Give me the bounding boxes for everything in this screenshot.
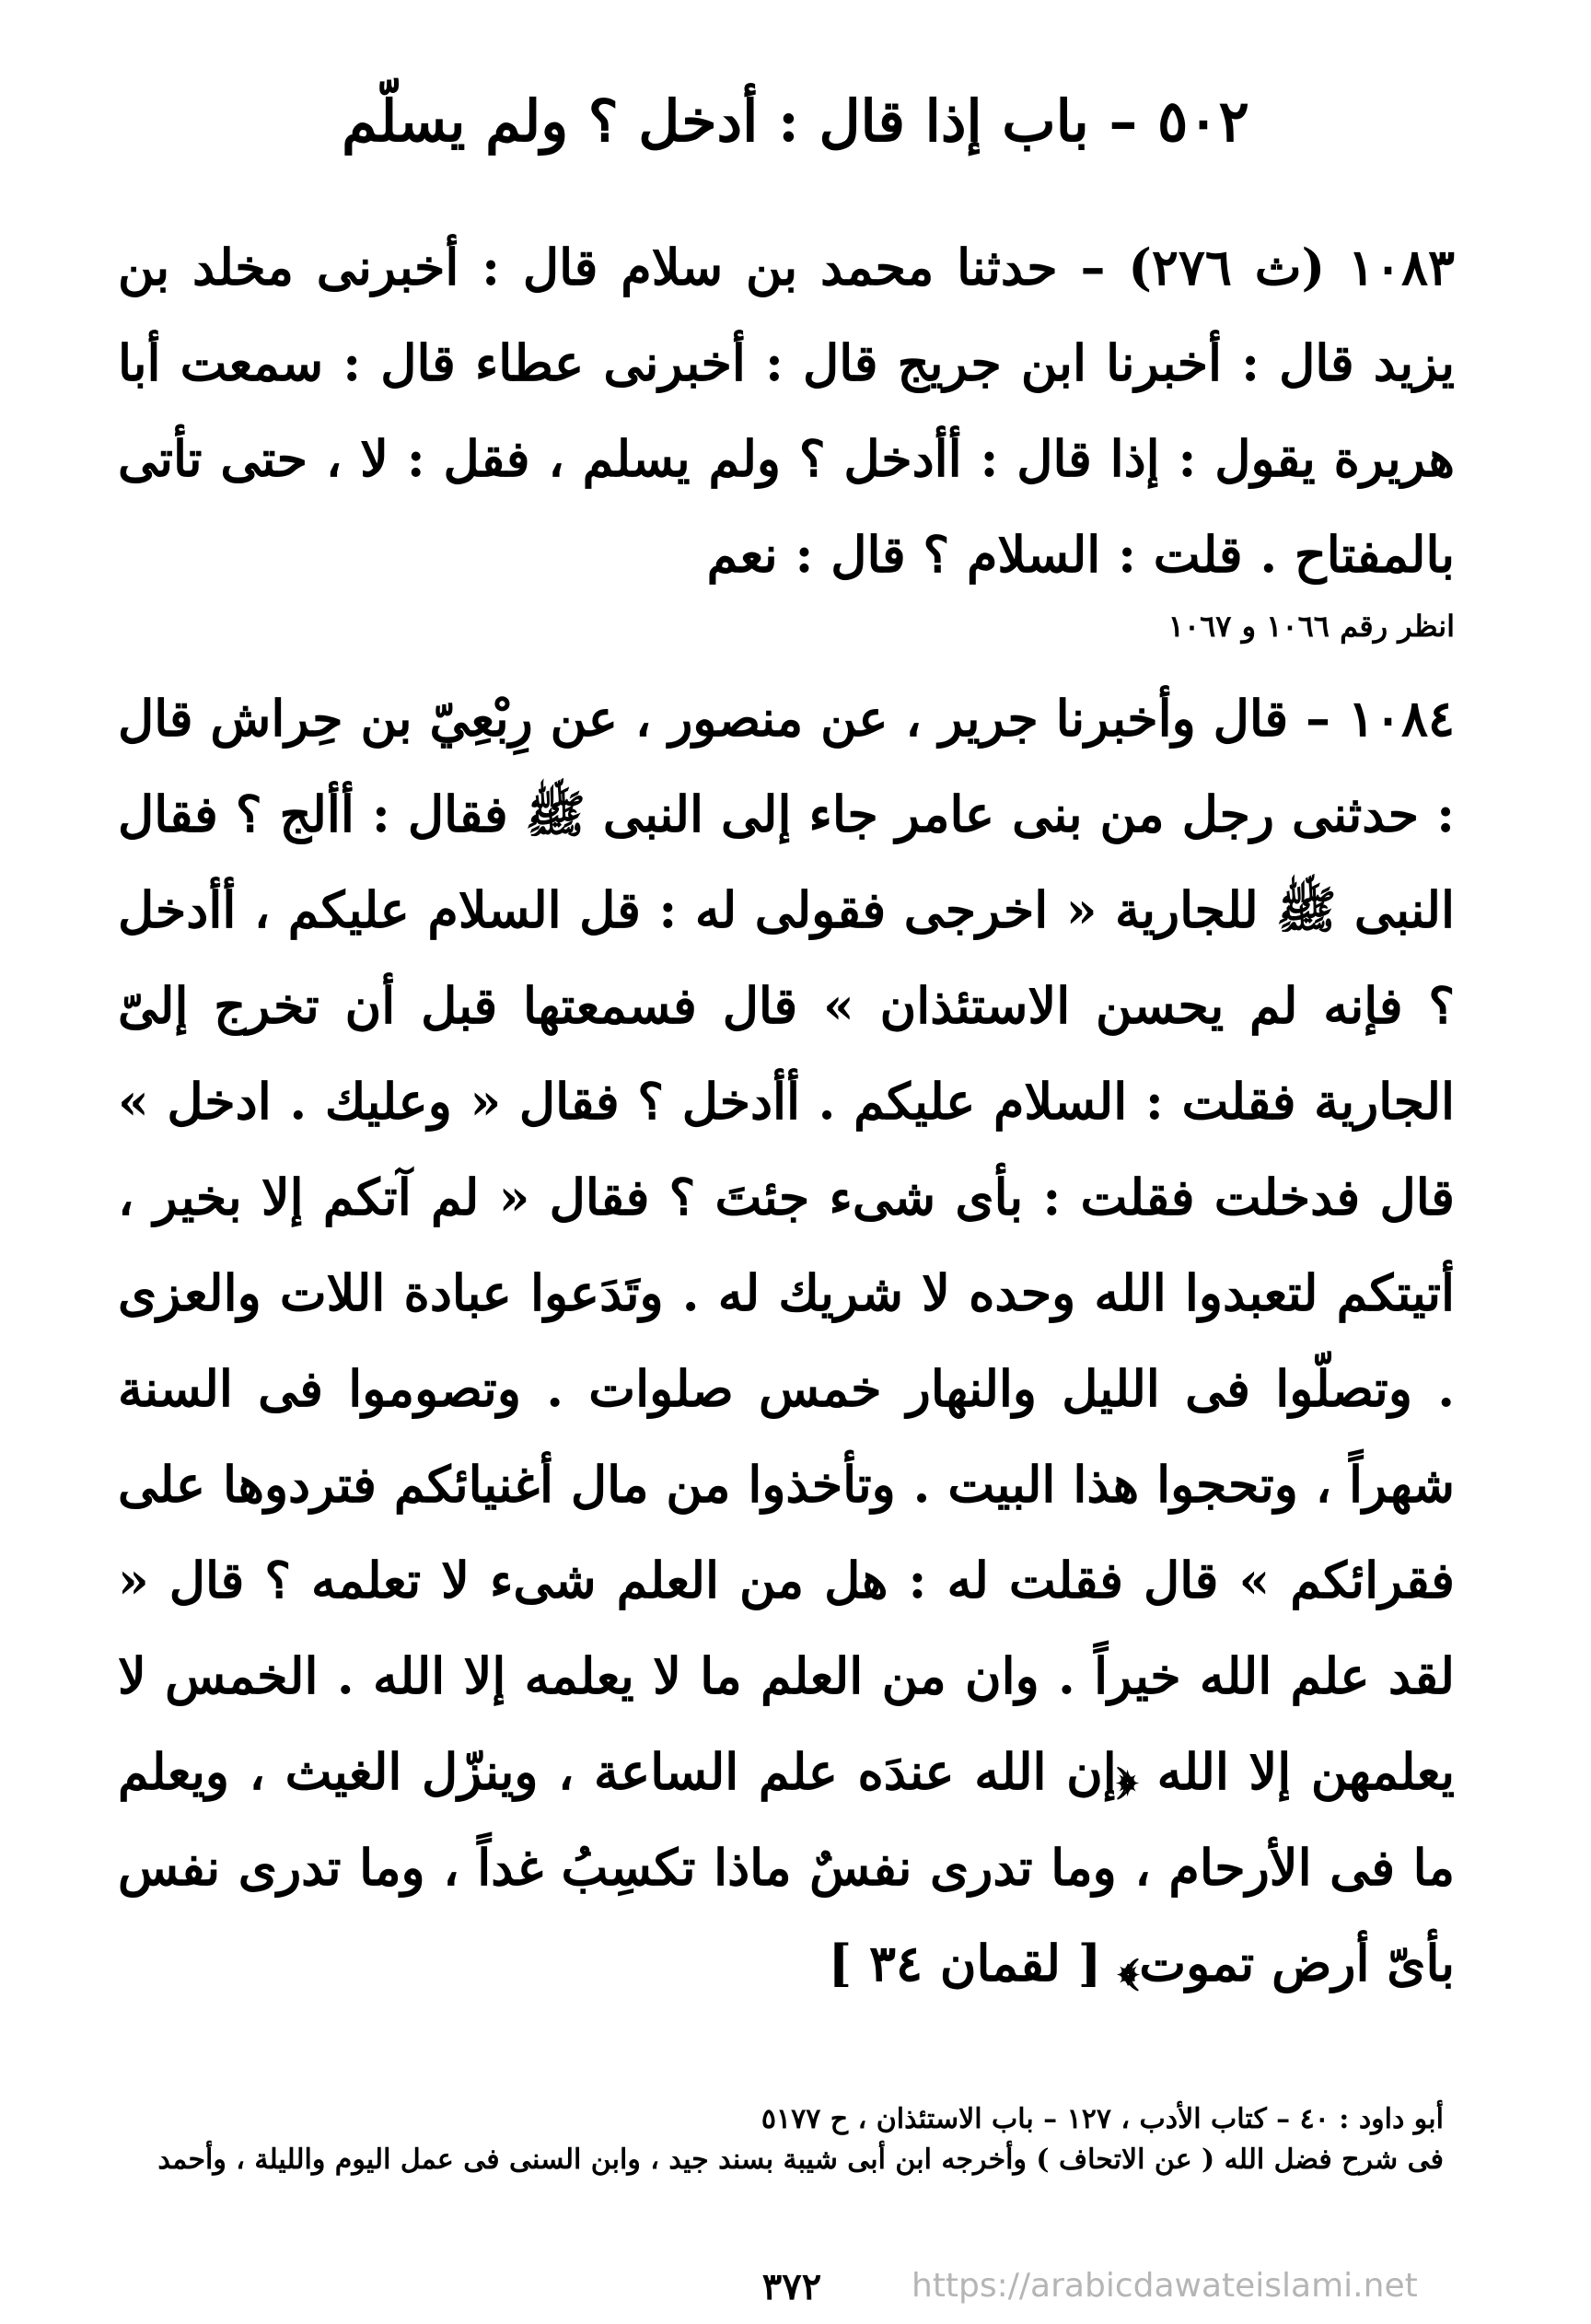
footnote-abu-dawud: أبو داود : ٤٠ – كتاب الأدب ، ١٢٧ – باب الاستئذان ، ح ٥١٧٧ (761, 2103, 1444, 2135)
hadith-1084: ١٠٨٤ – قال وأخبرنا جرير ، عن منصور ، عن رِبْعِيّ بن حِراش قال : حدثنى رجل من بنى عامر جاء إلى النبى ﷺ فقال : أألج ؟ فقال النبى ﷺ للجارية « اخرجى فقولى له : قل السلام عليكم ، أأدخل ؟ فإنه لم يحسن الاستئذان » قال فسمعتها قبل أن تخرج إلىّ الجارية فقلت : السلام عليكم . أأدخل ؟ فقال « وعليك . ادخل » قال فدخلت فقلت : بأى شىء جئتَ ؟ فقال « لم آتكم إلا بخير ، أتيتكم لتعبدوا الله وحده لا شريك له . وتَدَعوا عبادة اللات والعزى . وتصلّوا فى الليل والنهار خمس صلوات . وتصوموا فى السنة شهراً ، وتحجوا هذا البيت . وتأخذوا من مال أغنيائكم فتردوها على فقرائكم » قال فقلت له : هل من العلم شىء لا تعلمه ؟ قال « لقد علم الله خيراً . وان من العلم ما لا يعلمه إلا الله . الخمس لا يعلمهن إلا الله ﴿إن الله عندَه علم الساعة ، وينزّل الغيث ، ويعلم ما فى الأرحام ، وما تدرى نفسٌ ماذا تكسِبُ غداً ، وما تدرى نفس بأىّ أرض تموت﴾ [ لقمان ٣٤ ] (118, 689, 1455, 1993)
main-text (118, 219, 1455, 2011)
footnote-sharh: فى شرح فضل الله ( عن الاتحاف ) وأخرجه ابن أبى شيبة بسند جيد ، وابن السنى فى عمل اليوم والليلة ، وأحمد (157, 2144, 1444, 2176)
footnotes (129, 2099, 1444, 2180)
hadith-1083: ١٠٨٣ (ث ٢٧٦) – حدثنا محمد بن سلام قال : أخبرنى مخلد بن يزيد قال : أخبرنا ابن جريج قال : أخبرنى عطاء قال : سمعت أبا هريرة يقول : إذا قال : أأدخل ؟ ولم يسلم ، فقل : لا ، حتى تأتى بالمفتاح . قلت : السلام ؟ قال : نعم (118, 238, 1455, 584)
watermark-url: https://arabicdawateislami.net (912, 2267, 1418, 2305)
page-number: ٣٧٢ (761, 2265, 822, 2308)
chapter-heading: ٥٠٢ – باب إذا قال : أدخل ؟ ولم يسلّم (342, 87, 1249, 155)
cross-reference-note: انظر رقم ١٠٦٦ و ١٠٦٧ (1167, 609, 1455, 644)
